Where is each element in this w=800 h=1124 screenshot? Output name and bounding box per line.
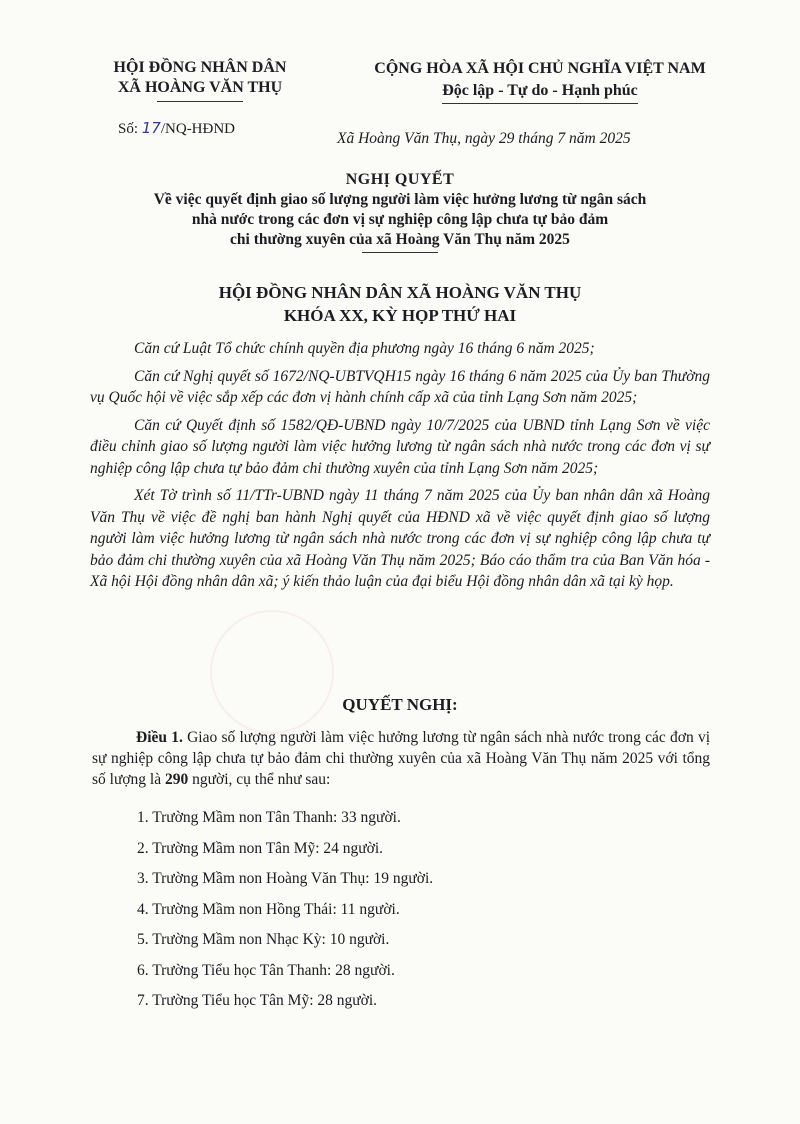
agency-line-1: HỘI ĐỒNG NHÂN DÂN — [113, 59, 287, 76]
list-item: 4. Trường Mầm non Hồng Thái: 11 người. — [137, 900, 400, 918]
legal-bases — [90, 338, 710, 593]
number-prefix: Số: — [118, 121, 142, 137]
list-item: 5. Trường Mầm non Nhạc Kỳ: 10 người. — [137, 931, 390, 948]
agency-line-2: XÃ HOÀNG VĂN THỤ — [117, 79, 283, 96]
basis-paragraph: Căn cứ Quyết định số 1582/QĐ-UBND ngày 10/7/2025 của UBND tỉnh Lạng Sơn về việc điều chỉnh giao số lượng người làm việc hưởng lương từ ngân sách nhà nước trong các đơn vị sự nghiệp công lập chưa tự bảo đảm chi thường xuyên của tỉnh Lạng Sơn năm 2025; — [90, 416, 710, 477]
faint-seal-mark — [210, 610, 334, 734]
list-item: 7. Trường Tiểu học Tân Mỹ: 28 người. — [137, 992, 378, 1009]
subject-line-2: nhà nước trong các đơn vị sự nghiệp công lập chưa tự bảo đảm — [191, 211, 609, 228]
document-title — [80, 170, 720, 253]
handwritten-number: 17 — [141, 119, 161, 137]
national-motto — [330, 58, 750, 104]
title-underline — [362, 252, 438, 253]
article-total: 290 — [165, 771, 189, 788]
basis-paragraph: Xét Tờ trình số 11/TTr-UBND ngày 11 tháng 7 năm 2025 của Ủy ban nhân dân xã Hoàng Văn Thụ về việc đề nghị ban hành Nghị quyết của HĐND xã về việc quyết định giao số lượng người làm việc hưởng lương từ ngân sách nhà nước trong các đơn vị sự nghiệp công lập chưa tự bảo đảm chi thường xuyên của xã Hoàng Văn Thụ năm 2025; Báo cáo thẩm tra của Ban Văn hóa - Xã hội Hội đồng nhân dân xã; ý kiến thảo luận của đại biểu Hội đồng nhân dân xã tại kỳ họp. — [90, 487, 710, 590]
document-number — [118, 119, 235, 138]
issuing-agency — [80, 58, 320, 102]
subject-line-1: Về việc quyết định giao số lượng người làm việc hưởng lương từ ngân sách — [153, 191, 647, 208]
resolve-heading: QUYẾT NGHỊ: — [342, 695, 458, 714]
list-item: 6. Trường Tiểu học Tân Thanh: 28 người. — [137, 961, 395, 979]
unit-list — [137, 803, 697, 1017]
council-name: HỘI ĐỒNG NHÂN DÂN XÃ HOÀNG VĂN THỤ — [218, 283, 582, 302]
list-item: 1. Trường Mầm non Tân Thanh: 33 người. — [137, 809, 401, 826]
place-and-date: Xã Hoàng Văn Thụ, ngày 29 tháng 7 năm 2025 — [337, 130, 631, 147]
basis-paragraph: Căn cứ Nghị quyết số 1672/NQ-UBTVQH15 ngày 16 tháng 6 năm 2025 của Ủy ban Thường vụ Quốc hội về việc sắp xếp các đơn vị hành chính cấp xã của tỉnh Lạng Sơn năm 2025; — [90, 367, 710, 406]
subject-line-3: chi thường xuyên của xã Hoàng Văn Thụ năm 2025 — [230, 231, 570, 248]
document-type: NGHỊ QUYẾT — [345, 171, 455, 188]
list-item: 3. Trường Mầm non Hoàng Văn Thụ: 19 người. — [137, 870, 434, 887]
list-item: 2. Trường Mầm non Tân Mỹ: 24 người. — [137, 839, 384, 857]
article-label: Điều 1. — [136, 729, 183, 746]
number-suffix: /NQ-HĐND — [160, 121, 236, 137]
basis-paragraph: Căn cứ Luật Tổ chức chính quyền địa phương ngày 16 tháng 6 năm 2025; — [134, 340, 595, 357]
nation-name: CỘNG HÒA XÃ HỘI CHỦ NGHĨA VIỆT NAM — [374, 60, 706, 77]
article-text-before: Giao số lượng người làm việc hưởng lương từ ngân sách nhà nước trong các đơn vị sự nghiệp công lập chưa tự bảo đảm chi thường xuyên của xã Hoàng Văn Thụ năm 2025 với tổng số lượng là — [92, 729, 711, 788]
agency-underline — [157, 101, 243, 102]
council-heading — [80, 281, 720, 327]
article-text-after: người, cụ thể như sau: — [188, 771, 331, 788]
article-1 — [92, 727, 710, 790]
council-session: KHÓA XX, KỲ HỌP THỨ HAI — [283, 306, 517, 325]
motto: Độc lập - Tự do - Hạnh phúc — [442, 80, 638, 104]
